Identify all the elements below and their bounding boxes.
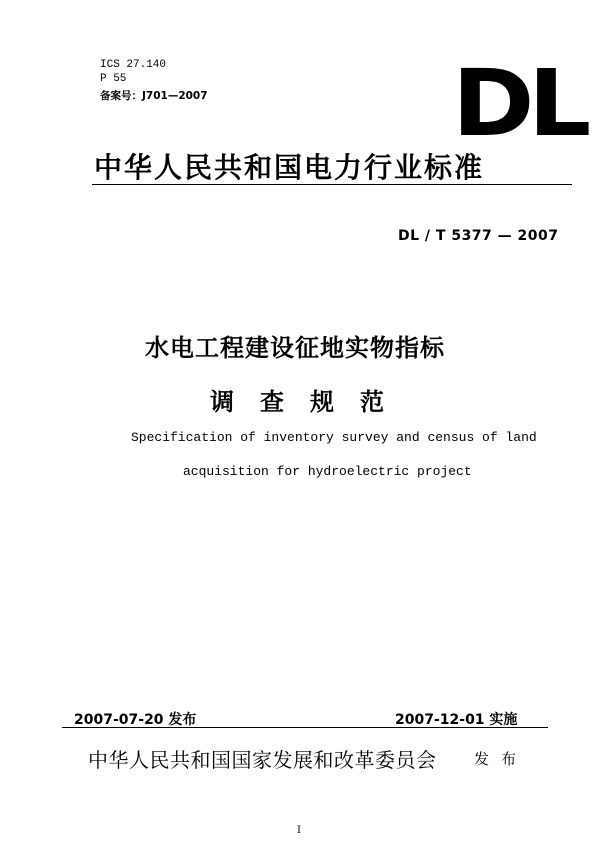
issue-date: 2007-07-20 发布 xyxy=(74,712,197,728)
dl-logo: DL xyxy=(452,50,585,157)
header-rule xyxy=(92,184,572,185)
footer-rule xyxy=(62,727,548,728)
publisher-name: 中华人民共和国国家发展和改革委员会 xyxy=(88,748,437,772)
effective-date: 2007-12-01 实施 xyxy=(395,712,518,728)
title-cn-line1: 水电工程建设征地实物指标 xyxy=(145,334,445,362)
record-number: 备案号：J701—2007 xyxy=(100,90,208,102)
classification-code: P 55 xyxy=(100,73,127,85)
standard-number: DL / T 5377 — 2007 xyxy=(398,228,559,244)
title-cn-line2: 调查规范 xyxy=(210,388,410,416)
page-number: I xyxy=(297,825,301,836)
ics-code: ICS 27.140 xyxy=(100,59,167,71)
standard-type-title: 中华人民共和国电力行业标准 xyxy=(94,151,485,184)
title-en-line1: Specification of inventory survey and census of land xyxy=(131,430,537,445)
title-en-line2: acquisition for hydroelectric project xyxy=(183,464,472,479)
publish-label: 发布 xyxy=(474,750,529,768)
